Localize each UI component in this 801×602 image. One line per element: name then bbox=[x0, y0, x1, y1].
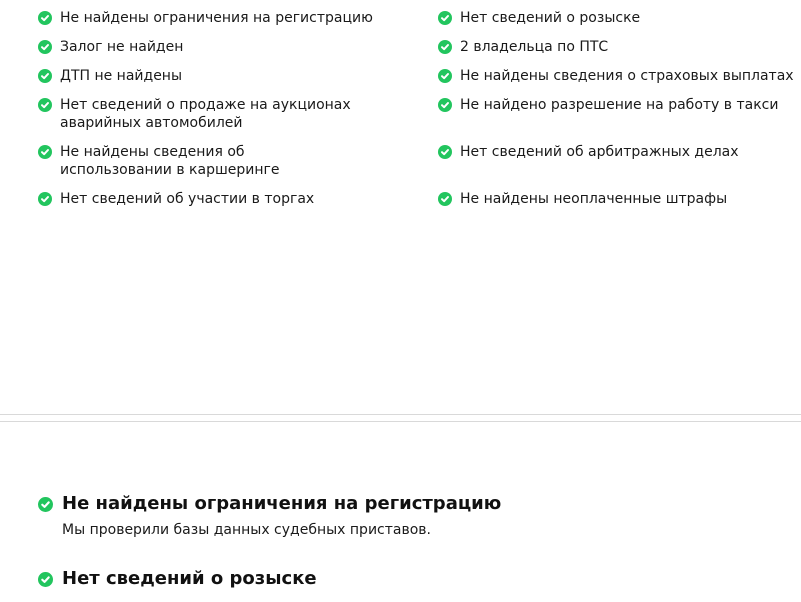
detail-section-wanted bbox=[38, 568, 317, 590]
detail-title: Не найдены ограничения на регистрацию bbox=[62, 493, 502, 514]
summary-item-label: ДТП не найдены bbox=[60, 68, 183, 84]
check-circle-icon bbox=[438, 192, 452, 206]
summary-item-label: Не найдены ограничения на регистрацию bbox=[60, 10, 373, 26]
summary-item-label: Нет сведений о продаже на аукционах аварийных автомобилей bbox=[60, 97, 351, 131]
check-circle-icon bbox=[38, 69, 52, 83]
check-circle-icon bbox=[38, 40, 52, 54]
check-circle-icon bbox=[438, 98, 452, 112]
summary-item-label: Не найдены сведения о страховых выплатах bbox=[460, 68, 794, 84]
summary-item bbox=[38, 38, 183, 56]
summary-item-label: Не найдены сведения об использовании в каршеринге bbox=[60, 144, 280, 178]
summary-item bbox=[38, 67, 182, 85]
check-circle-icon bbox=[38, 497, 53, 512]
summary-item-label: Не найдены неоплаченные штрафы bbox=[460, 191, 728, 207]
summary-item-label: Нет сведений об участии в торгах bbox=[60, 191, 315, 207]
summary-item-label: Залог не найден bbox=[60, 39, 184, 55]
summary-item-label: Нет сведений об арбитражных делах bbox=[460, 144, 739, 160]
detail-title: Нет сведений о розыске bbox=[62, 568, 317, 589]
summary-item-label: Не найдено разрешение на работу в такси bbox=[460, 97, 779, 113]
summary-item bbox=[38, 143, 368, 179]
summary-item-label: 2 владельца по ПТС bbox=[460, 39, 609, 55]
check-circle-icon bbox=[38, 98, 52, 112]
detail-description: Мы проверили базы данных судебных приставов. bbox=[62, 522, 431, 538]
summary-item bbox=[438, 190, 727, 208]
check-circle-icon bbox=[38, 145, 52, 159]
summary-item bbox=[438, 67, 794, 85]
summary-item-label: Нет сведений о розыске bbox=[460, 10, 641, 26]
summary-item bbox=[38, 9, 373, 27]
section-divider-bottom bbox=[0, 421, 801, 422]
check-circle-icon bbox=[438, 40, 452, 54]
detail-section-registration bbox=[38, 493, 501, 539]
check-circle-icon bbox=[438, 145, 452, 159]
section-divider-top bbox=[0, 414, 801, 415]
summary-item bbox=[438, 143, 739, 161]
summary-item bbox=[438, 9, 640, 27]
check-circle-icon bbox=[38, 192, 52, 206]
summary-item bbox=[38, 96, 430, 132]
summary-item bbox=[438, 96, 778, 114]
summary-item bbox=[38, 190, 314, 208]
check-circle-icon bbox=[438, 11, 452, 25]
check-circle-icon bbox=[438, 69, 452, 83]
check-circle-icon bbox=[38, 572, 53, 587]
detail-heading bbox=[38, 493, 501, 515]
detail-heading bbox=[38, 568, 317, 590]
check-circle-icon bbox=[38, 11, 52, 25]
summary-item bbox=[438, 38, 608, 56]
